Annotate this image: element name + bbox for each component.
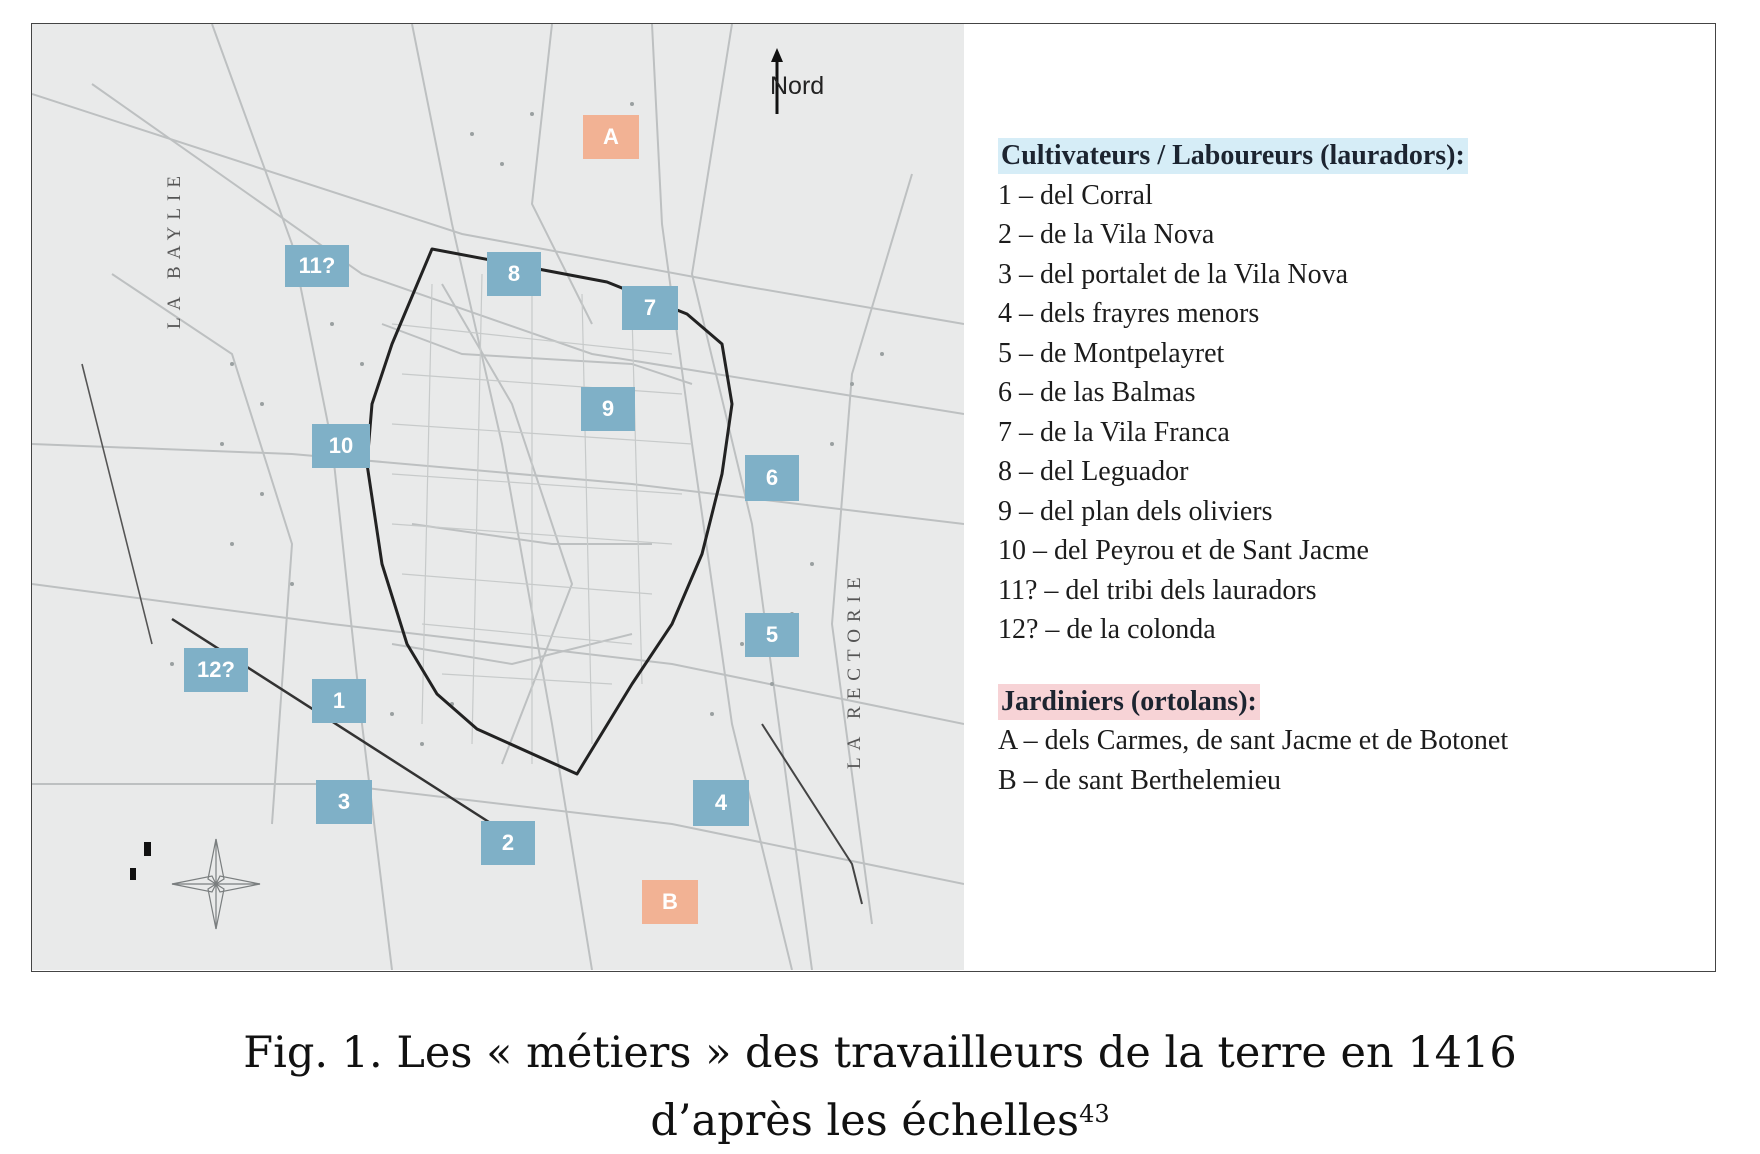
marker-6: 6 <box>745 455 799 501</box>
marker-2: 2 <box>481 821 535 865</box>
marker-3: 3 <box>316 780 372 824</box>
marker-12: 12? <box>184 648 248 692</box>
legend-item: 3 – del portalet de la Vila Nova <box>998 258 1349 290</box>
legend-cultivateurs <box>998 136 1698 650</box>
legend-heading-jardiniers: Jardiniers (ortolans): <box>998 684 1260 720</box>
footnote-reference[interactable]: 43 <box>1079 1099 1110 1128</box>
marker-11: 11? <box>285 245 349 287</box>
marker-8: 8 <box>487 252 541 296</box>
legend-item: 1 – del Corral <box>998 179 1153 211</box>
map-label-rectorie: LA RECTORIE <box>844 570 865 769</box>
legend-item: 8 – del Leguador <box>998 456 1189 487</box>
legend-item: 7 – de la Vila Franca <box>998 416 1230 448</box>
marker-4: 4 <box>693 780 749 826</box>
legend-item: 12? – de la colonda <box>998 614 1216 645</box>
marker-9: 9 <box>581 387 635 431</box>
legend-item: 2 – de la Vila Nova <box>998 219 1215 250</box>
map-label-baylie: LA BAYLIE <box>164 169 185 329</box>
north-label: Nord <box>770 72 825 100</box>
marker-A: A <box>583 115 639 159</box>
legend-jardiniers <box>998 682 1698 801</box>
caption-text-1: Fig. 1. Les « métiers » des travailleurs de la terre en 1416 <box>243 1028 1517 1078</box>
legend-item: 10 – del Peyrou et de Sant Jacme <box>998 535 1369 566</box>
map-legend <box>998 136 1698 800</box>
legend-item: 11? – del tribi dels lauradors <box>998 574 1317 606</box>
legend-item: 9 – del plan dels oliviers <box>998 495 1273 527</box>
caption-text-2: d’après les échelles <box>650 1096 1080 1146</box>
legend-item: 5 – de Montpelayret <box>998 337 1225 369</box>
figure-frame <box>31 23 1716 972</box>
marker-5: 5 <box>745 613 799 657</box>
historical-map <box>32 24 964 970</box>
figure-caption-line1 <box>0 1028 1760 1078</box>
marker-1: 1 <box>312 679 366 723</box>
marker-10: 10 <box>312 424 370 468</box>
marker-B: B <box>642 880 698 924</box>
legend-item: 4 – dels frayres menors <box>998 298 1260 329</box>
legend-item: B – de sant Berthelemieu <box>998 764 1282 796</box>
legend-item: 6 – de las Balmas <box>998 377 1196 408</box>
legend-item: A – dels Carmes, de sant Jacme et de Botonet <box>998 725 1509 756</box>
legend-heading-cultivateurs: Cultivateurs / Laboureurs (lauradors): <box>998 138 1468 174</box>
figure-caption-line2 <box>0 1096 1760 1146</box>
marker-7: 7 <box>622 286 678 330</box>
